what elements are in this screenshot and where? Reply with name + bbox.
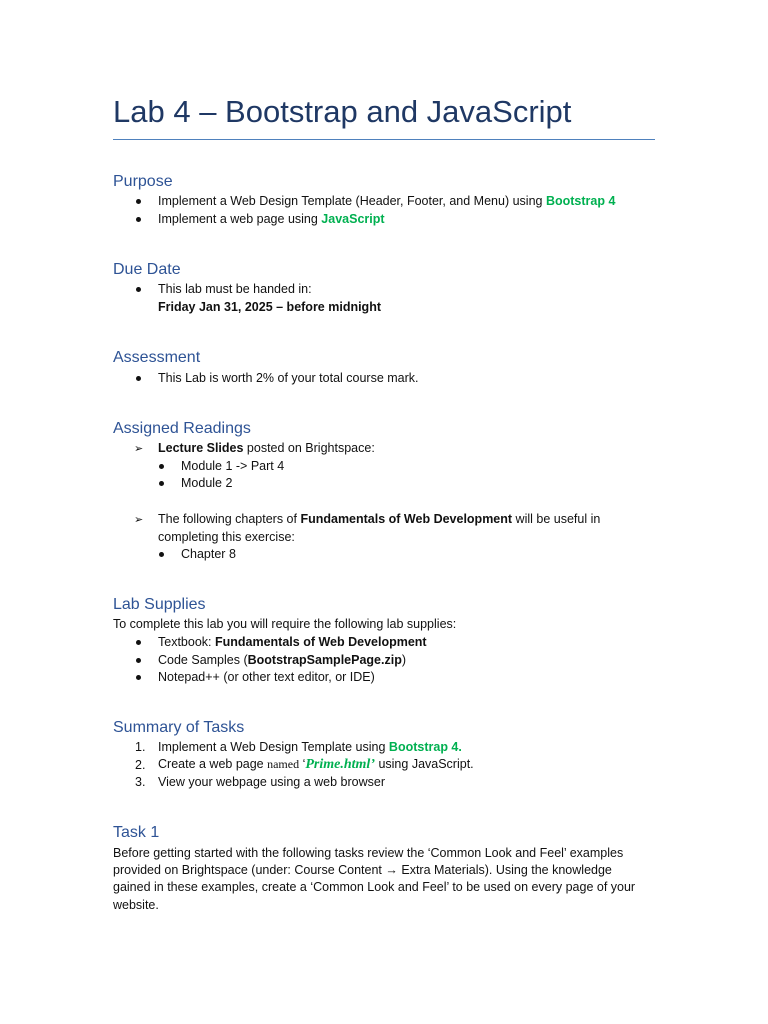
chapters-line-1 <box>158 512 600 527</box>
arrow-bullet-icon: ➢ <box>134 514 144 526</box>
chapters-post: will be useful in <box>512 512 601 526</box>
arrow-bullet-icon: ➢ <box>134 443 144 455</box>
bullet-icon <box>136 287 141 292</box>
summary-task-1 <box>158 740 462 755</box>
bullet-icon <box>136 675 141 680</box>
assessment-item: This Lab is worth 2% of your total course mark. <box>158 371 419 385</box>
prime-file-name: Prime.html <box>305 757 371 772</box>
title-underline <box>113 139 655 140</box>
summary-heading: Summary of Tasks <box>113 719 245 736</box>
task1-heading: Task 1 <box>113 824 160 841</box>
task-1-text: Implement a Web Design Template using <box>158 740 389 754</box>
bullet-icon <box>159 464 164 469</box>
module-item-2: Module 2 <box>181 476 233 490</box>
task-2-open-quote: ‘ <box>299 757 306 771</box>
supplies-textbook <box>158 635 427 650</box>
due-date-line-2: Friday Jan 31, 2025 – before midnight <box>158 300 381 314</box>
task1-line-3: gained in these examples, create a ‘Common Look and Feel’ to be used on every page of your <box>113 880 636 894</box>
lecture-slides-rest: posted on Brightspace: <box>243 441 375 455</box>
task1-line-4: website. <box>113 898 159 912</box>
lecture-slides-label: Lecture Slides <box>158 441 244 455</box>
purpose-item-1 <box>158 194 615 209</box>
javascript-highlight: JavaScript <box>321 212 385 226</box>
chapters-pre: The following chapters of <box>158 512 301 526</box>
code-zip-name: BootstrapSamplePage.zip <box>247 653 402 667</box>
bootstrap-highlight: Bootstrap 4 <box>545 194 616 208</box>
task-number-1: 1. <box>135 740 146 754</box>
task1-line-2 <box>113 863 612 878</box>
bootstrap-highlight: Bootstrap 4. <box>388 740 462 754</box>
textbook-prefix: Textbook: <box>158 635 215 649</box>
page-title: Lab 4 – Bootstrap and JavaScript <box>113 94 572 129</box>
summary-task-3: View your webpage using a web browser <box>158 775 385 789</box>
due-date-line-1: This lab must be handed in: <box>158 282 312 296</box>
textbook-title: Fundamentals of Web Development <box>300 512 513 526</box>
lecture-slides-line <box>158 441 375 456</box>
task1-line-2-pre: provided on Brightspace (under: Course Content <box>113 863 386 877</box>
purpose-item-2 <box>158 212 385 227</box>
code-suffix: ) <box>401 653 406 667</box>
chapter-item-1: Chapter 8 <box>181 547 236 561</box>
task-2-post: using JavaScript. <box>374 757 474 771</box>
assessment-heading: Assessment <box>113 349 201 366</box>
purpose-item-2-text: Implement a web page using <box>158 212 322 226</box>
purpose-item-1-text: Implement a Web Design Template (Header, Footer, and Menu) using <box>158 194 546 208</box>
task-2-close-quote: ’ <box>370 757 375 772</box>
bullet-icon <box>159 552 164 557</box>
due-date-heading: Due Date <box>113 261 181 278</box>
bullet-icon <box>136 217 141 222</box>
purpose-heading: Purpose <box>113 173 173 190</box>
bullet-icon <box>159 481 164 486</box>
task1-line-1: Before getting started with the following tasks review the ‘Common Look and Feel’ examples <box>113 846 624 860</box>
task-number-3: 3. <box>135 775 146 789</box>
module-item-1: Module 1 -> Part 4 <box>181 459 285 473</box>
right-arrow-icon: → <box>385 863 398 877</box>
task-number-2: 2. <box>135 758 146 772</box>
bullet-icon <box>136 376 141 381</box>
task-2-named: named <box>267 757 300 771</box>
code-prefix: Code Samples ( <box>158 653 248 667</box>
textbook-name: Fundamentals of Web Development <box>214 635 427 649</box>
summary-task-2 <box>158 757 474 772</box>
supplies-code <box>158 653 406 668</box>
bullet-icon <box>136 640 141 645</box>
task-2-text: Create a web page <box>158 757 268 771</box>
task1-line-2-post: Extra Materials). Using the knowledge <box>397 863 612 877</box>
bullet-icon <box>136 199 141 204</box>
supplies-editor: Notepad++ (or other text editor, or IDE) <box>158 670 375 684</box>
supplies-intro: To complete this lab you will require the following lab supplies: <box>113 617 457 631</box>
supplies-heading: Lab Supplies <box>113 596 206 613</box>
bullet-icon <box>136 658 141 663</box>
chapters-line-2: completing this exercise: <box>158 530 295 544</box>
readings-heading: Assigned Readings <box>113 420 251 437</box>
